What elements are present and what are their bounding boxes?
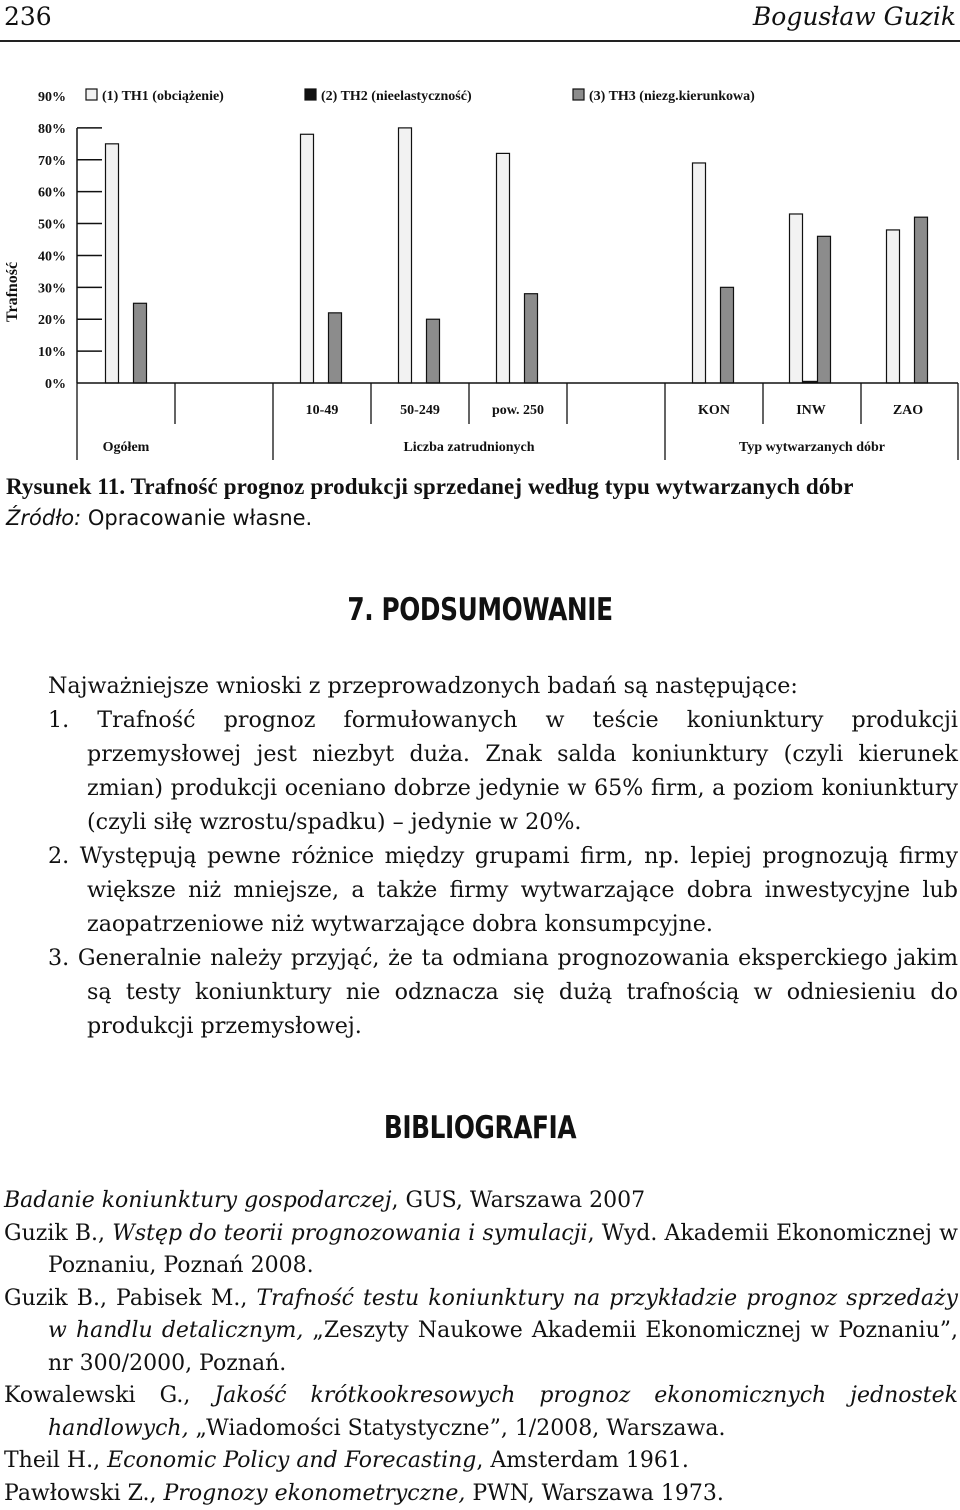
bar-3-inw xyxy=(818,236,831,383)
bar-1-zao xyxy=(887,230,900,383)
bib-rest: , GUS, Warszawa 2007 xyxy=(392,1188,646,1213)
chart-y-axis-label: Trafność xyxy=(4,262,21,322)
y-tick-label: 60% xyxy=(38,186,66,201)
x-category-label: 10-49 xyxy=(306,403,339,418)
x-category-label: 50-249 xyxy=(400,403,440,418)
x-category-label: KON xyxy=(698,403,730,418)
bar-1-inw xyxy=(790,214,803,383)
list-item: 1. Trafność prognoz formułowanych w teście koniunktury produkcji przemysłowej jest niezbyt duża. Znak salda koniunktury (czyli kierunek zmian) produkcji oceniano dobrze jedynie w 65% firm, a poziom koniunktury (czyli siłę wzrostu/spadku) – jedynie w 20%. xyxy=(48,703,958,839)
section-heading: 7. PODSUMOWANIE xyxy=(96,592,864,628)
bar-3-pow-250 xyxy=(525,294,538,383)
y-tick-label: 90% xyxy=(38,90,66,105)
bibliography-entry xyxy=(4,1478,958,1510)
bar-3-zao xyxy=(915,217,928,383)
y-tick-label: 10% xyxy=(38,345,66,360)
bibliography-entry xyxy=(4,1380,958,1445)
bar-1-50-249 xyxy=(399,128,412,383)
bibliography-list xyxy=(4,1185,958,1510)
list-item: 3. Generalnie należy przyjąć, że ta odmiana prognozowania eksperckiego jakim są testy koniunktury nie odznacza się dużą trafnością w odniesieniu do produkcji przemysłowej. xyxy=(48,941,958,1043)
bibliography-entry xyxy=(4,1445,958,1478)
bar-3-og-em xyxy=(134,303,147,383)
bar-chart xyxy=(0,52,960,462)
x-group-label: Ogółem xyxy=(103,440,150,455)
bar-3-50-249 xyxy=(427,319,440,383)
legend-label: (1) TH1 (obciążenie) xyxy=(102,89,224,104)
bib-rest: „Wiadomości Statystyczne”, 1/2008, Warszawa. xyxy=(189,1416,726,1441)
bib-author: Guzik B., xyxy=(4,1221,112,1246)
x-category-label: INW xyxy=(796,403,826,418)
chart-legend xyxy=(86,89,755,104)
bar-1-10-49 xyxy=(301,134,314,383)
bib-title: Trafność testu koniunktury na przykładzie prognoz sprzedaży w handlu detalicznym, xyxy=(48,1286,958,1344)
bib-title: Badanie koniunktury gospodarczej xyxy=(4,1188,392,1213)
chart-bars xyxy=(106,128,928,383)
bibliography-entry xyxy=(4,1283,958,1381)
y-tick-label: 20% xyxy=(38,313,66,328)
chart-ticks xyxy=(38,90,102,392)
bib-rest: „Zeszyty Naukowe Akademii Ekonomicznej w Poznaniu”, nr 300/2000, Poznań. xyxy=(48,1318,958,1376)
x-category-label: pow. 250 xyxy=(492,403,544,418)
bar-1-og-em xyxy=(106,144,119,383)
bar-3-10-49 xyxy=(329,313,342,383)
running-head-author: Bogusław Guzik xyxy=(753,2,956,31)
bar-1-kon xyxy=(693,163,706,383)
bib-rest: , Wyd. Akademii Ekonomicznej w Poznaniu, Poznań 2008. xyxy=(48,1221,958,1279)
bar-3-kon xyxy=(721,287,734,383)
x-group-label: Typ wytwarzanych dóbr xyxy=(739,440,885,455)
bib-author: Guzik B., Pabisek M., xyxy=(4,1286,256,1311)
chart-x-axis xyxy=(77,383,958,460)
bib-author: Theil H., xyxy=(4,1448,107,1473)
bib-author: Pawłowski Z., xyxy=(4,1481,164,1506)
bib-rest: PWN, Warszawa 1973. xyxy=(465,1481,724,1506)
source-label: Źródło: xyxy=(6,506,81,530)
bib-title: Wstęp do teorii prognozowania i symulacji xyxy=(112,1221,587,1246)
y-tick-label: 70% xyxy=(38,154,66,169)
legend-label: (2) TH2 (nieelastyczność) xyxy=(321,89,472,104)
bar-1-pow-250 xyxy=(497,153,510,383)
y-tick-label: 50% xyxy=(38,218,66,233)
bibliography-heading: BIBLIOGRAFIA xyxy=(96,1110,864,1146)
bib-title: Economic Policy and Forecasting xyxy=(107,1448,476,1473)
x-group-label: Liczba zatrudnionych xyxy=(403,440,534,455)
y-tick-label: 30% xyxy=(38,281,66,296)
y-tick-label: 0% xyxy=(45,377,66,392)
bib-title: Prognozy ekonometryczne, xyxy=(164,1481,466,1506)
conclusions-list xyxy=(48,703,958,1043)
y-tick-label: 40% xyxy=(38,249,66,264)
bib-rest: , Amsterdam 1961. xyxy=(476,1448,688,1473)
legend-swatch xyxy=(573,89,584,100)
x-category-label: ZAO xyxy=(893,403,923,418)
bib-title: Jakość krótkookresowych prognoz ekonomicznych jednostek handlowych, xyxy=(48,1383,958,1441)
bib-author: Kowalewski G., xyxy=(4,1383,214,1408)
y-tick-label: 80% xyxy=(38,122,66,137)
figure-caption: Rysunek 11. Trafność prognoz produkcji sprzedanej według typu wytwarzanych dóbr xyxy=(6,474,854,500)
legend-swatch xyxy=(305,89,316,100)
section-intro: Najważniejsze wnioski z przeprowadzonych badań są następujące: xyxy=(48,669,958,703)
legend-swatch xyxy=(86,89,97,100)
list-item: 2. Występują pewne różnice między grupami firm, np. lepiej prognozują firmy większe niż mniejsze, a także firmy wytwarzające dobra inwestycyjne lub zaopatrzeniowe niż wytwarzające dobra konsumpcyjne. xyxy=(48,839,958,941)
header-rule xyxy=(0,40,960,42)
figure-source xyxy=(6,506,312,530)
source-text: Opracowanie własne. xyxy=(81,506,312,530)
page-number: 236 xyxy=(4,2,52,31)
bibliography-entry xyxy=(4,1218,958,1283)
legend-label: (3) TH3 (niezg.kierunkowa) xyxy=(589,89,755,104)
bibliography-entry xyxy=(4,1185,958,1218)
